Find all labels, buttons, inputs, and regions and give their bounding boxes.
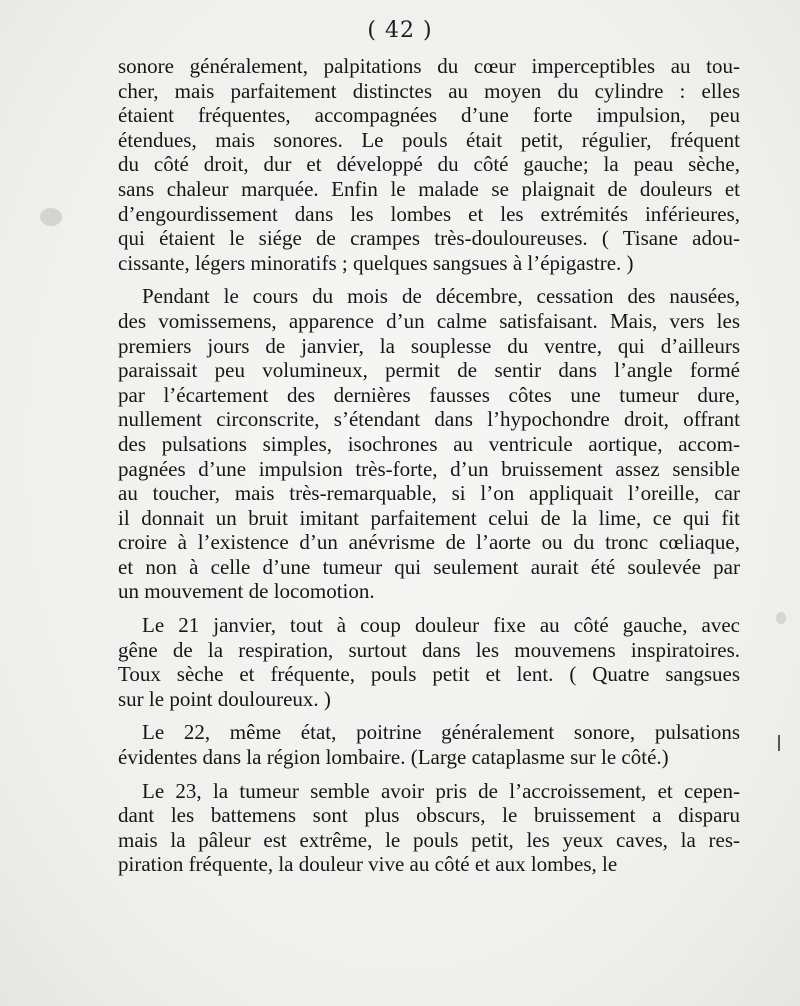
margin-mark [778, 735, 780, 751]
text-line: Toux sèche et fréquente, pouls petit et lent. ( Quatre sangsues [118, 662, 740, 687]
text-line: des pulsations simples, isochrones au ventricule aortique, accom- [118, 431, 740, 456]
text-line: Le 22, même état, poitrine généralement sonore, pulsations [142, 720, 740, 745]
text-line: Le 21 janvier, tout à coup douleur fixe au côté gauche, avec [142, 613, 740, 638]
text-line: sur le point douloureux. ) [118, 686, 331, 711]
paragraph [118, 613, 740, 711]
text-line: nullement circonscrite, s’étendant dans l’hypochondre droit, offrant [118, 407, 740, 432]
text-line: cissante, légers minoratifs ; quelques sangsues à l’épigastre. ) [118, 250, 634, 275]
text-line: Pendant le cours du mois de décembre, cessation des nausées, [142, 284, 740, 309]
ink-smudge [776, 612, 786, 624]
ink-smudge [40, 208, 62, 226]
paragraph [118, 284, 740, 604]
page-number: ( 42 ) [367, 18, 433, 43]
text-line: mais la pâleur est extrême, le pouls petit, les yeux caves, la res- [118, 827, 740, 852]
text-line: étaient fréquentes, accompagnées d’une forte impulsion, peu [118, 103, 740, 128]
text-line: premiers jours de janvier, la souplesse du ventre, qui d’ailleurs [118, 333, 740, 358]
text-line: il donnait un bruit imitant parfaitement celui de la lime, ce qui fit [118, 505, 740, 530]
text-line: Le 23, la tumeur semble avoir pris de l’accroissement, et cepen- [142, 778, 740, 803]
text-line: et non à celle d’une tumeur qui seulement aurait été soulevée par [118, 554, 740, 579]
text-line: étendues, mais sonores. Le pouls était petit, régulier, fréquent [118, 127, 740, 152]
text-line: croire à l’existence d’un anévrisme de l’aorte ou du tronc cœliaque, [118, 530, 740, 555]
text-line: au toucher, mais très-remarquable, si l’on appliquait l’oreille, car [118, 481, 740, 506]
text-line: sans chaleur marquée. Enfin le malade se plaignait de douleurs et [118, 176, 740, 201]
text-line: paraissait peu volumineux, permit de sentir dans l’angle formé [118, 358, 740, 383]
text-line: évidentes dans la région lombaire. (Large cataplasme sur le côté.) [118, 745, 669, 770]
text-line: gêne de la respiration, surtout dans les mouvemens inspiratoires. [118, 637, 740, 662]
text-line: d’engourdissement dans les lombes et les extrémités inférieures, [118, 201, 740, 226]
text-line: par l’écartement des dernières fausses côtes une tumeur dure, [118, 382, 740, 407]
text-line: qui étaient le siége de crampes très-douloureuses. ( Tisane adou- [118, 226, 740, 251]
text-line: un mouvement de locomotion. [118, 579, 375, 604]
paragraph [118, 779, 740, 877]
text-line: piration fréquente, la douleur vive au côté et aux lombes, le [118, 852, 618, 877]
text-line: du côté droit, dur et développé du côté gauche; la peau sèche, [118, 152, 740, 177]
text-line: pagnées d’une impulsion très-forte, d’un bruissement assez sensible [118, 456, 740, 481]
text-line: des vomissemens, apparence d’un calme satisfaisant. Mais, vers les [118, 308, 740, 333]
paragraph [118, 720, 740, 769]
text-line: cher, mais parfaitement distinctes au moyen du cylindre : elles [118, 78, 740, 103]
text-line: dant les battemens sont plus obscurs, le bruissement a disparu [118, 803, 740, 828]
paragraph [118, 54, 740, 275]
body-text [118, 54, 740, 886]
text-line: sonore généralement, palpitations du cœur imperceptibles au tou- [118, 54, 740, 78]
